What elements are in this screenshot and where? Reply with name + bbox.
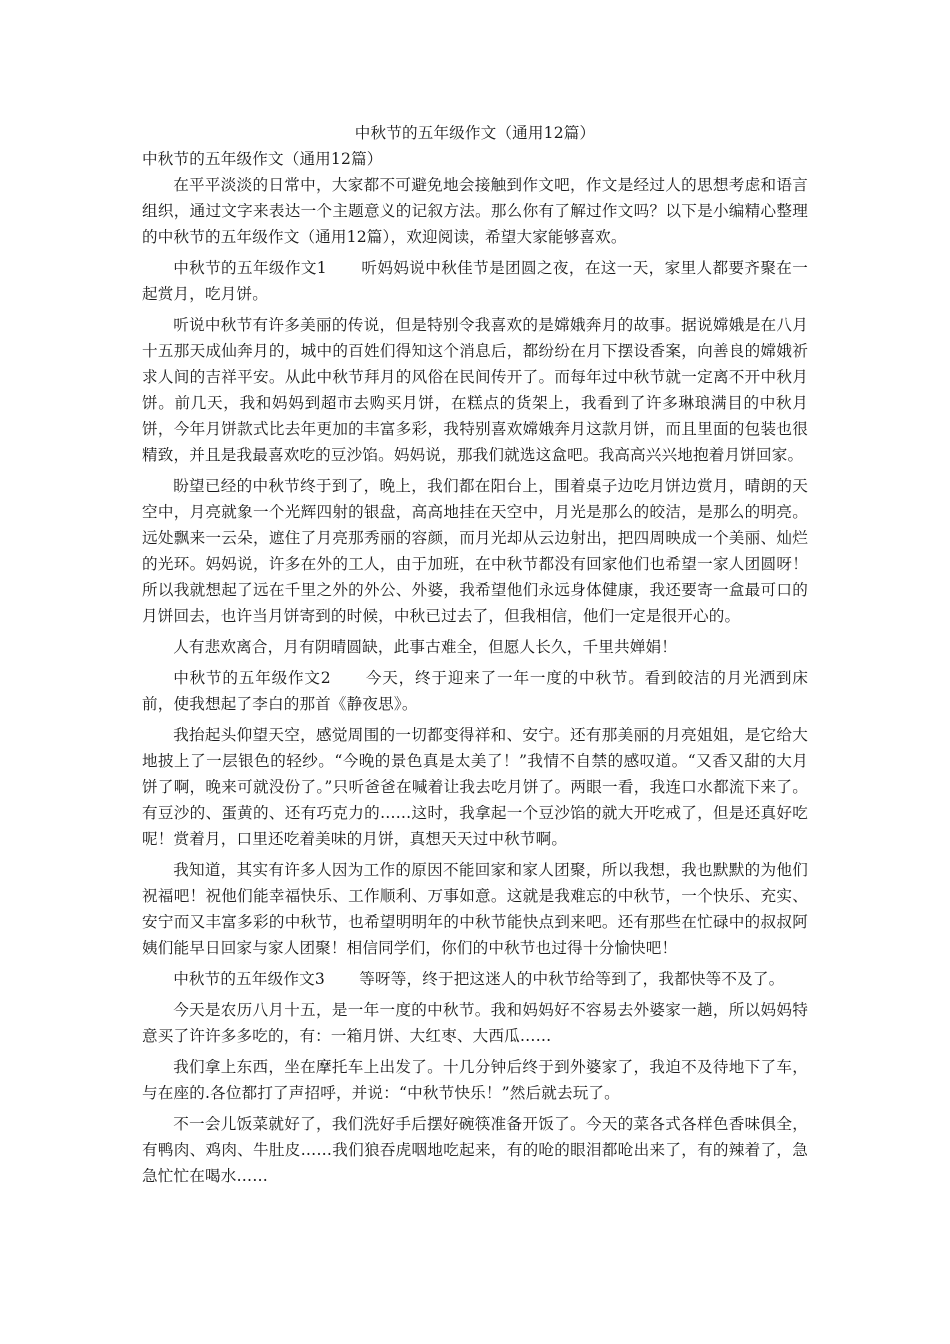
paragraph (142, 857, 808, 961)
document-page (142, 118, 808, 1194)
section-heading: 中秋节的五年级作文2 (173, 669, 331, 687)
article-body (142, 172, 808, 1189)
paragraph-text: 等呀等，终于把这迷人的中秋节给等到了，我都快等不及了。 (359, 970, 785, 988)
paragraph-text: 我们拿上东西，坐在摩托车上出发了。十几分钟后终于到外婆家了，我迫不及待地下了车，与在座的.各位都打了声招呼，并说：“中秋节快乐！”然后就去玩了。 (142, 1058, 808, 1102)
paragraph-text: 我知道，其实有许多人因为工作的原因不能回家和家人团聚，所以我想，我也默默的为他们祝福吧！祝他们能幸福快乐、工作顺利、万事如意。这就是我难忘的中秋节，一个快乐、充实、安宁而又丰富多彩的中秋节，也希望明明年的中秋节能快点到来吧。还有那些在忙碌中的叔叔阿姨们能早日回家与家人团聚！相信同学们，你们的中秋节也过得十分愉快吧！ (142, 861, 808, 957)
paragraph-text: 今天是农历八月十五，是一年一度的中秋节。我和妈妈好不容易去外婆家一趟，所以妈妈特意买了许许多多吃的，有：一箱月饼、大红枣、大西瓜…… (142, 1001, 808, 1045)
paragraph-text: 今天，终于迎来了一年一度的中秋节。看到皎洁的月光洒到床前，使我想起了李白的那首《静夜思》。 (142, 669, 808, 713)
paragraph (142, 1054, 808, 1106)
paragraph (142, 966, 808, 992)
paragraph (142, 312, 808, 468)
section-heading: 中秋节的五年级作文1 (173, 259, 327, 277)
paragraph (142, 665, 808, 717)
paragraph-text: 听说中秋节有许多美丽的传说，但是特别令我喜欢的是嫦娥奔月的故事。据说嫦娥是在八月十五那天成仙奔月的，城中的百姓们得知这个消息后，都纷纷在月下摆设香案，向善良的嫦娥祈求人间的吉祥平安。从此中秋节拜月的风俗在民间传开了。而每年过中秋节就一定离不开中秋月饼。前几天，我和妈妈到超市去购买月饼，在糕点的货架上，我看到了许多琳琅满目的中秋月饼，今年月饼款式比去年更加的丰富多彩，我特别喜欢嫦娥奔月这款月饼，而且里面的包装也很精致，并且是我最喜欢吃的豆沙馅。妈妈说，那我们就选这盒吧。我高高兴兴地抱着月饼回家。 (142, 316, 808, 464)
paragraph (142, 722, 808, 852)
paragraph (142, 634, 808, 660)
paragraph-text: 不一会儿饭菜就好了，我们洗好手后摆好碗筷准备开饭了。今天的菜各式各样色香味俱全，有鸭肉、鸡肉、牛肚皮……我们狼吞虎咽地吃起来，有的呛的眼泪都呛出来了，有的辣着了，急急忙忙在喝水…… (142, 1115, 808, 1185)
paragraph-text: 听妈妈说中秋佳节是团圆之夜，在这一天，家里人都要齐聚在一起赏月，吃月饼。 (142, 259, 809, 303)
document-subtitle: 中秋节的五年级作文（通用12篇） (142, 150, 383, 168)
paragraph (142, 172, 808, 250)
document-title: 中秋节的五年级作文（通用12篇） (354, 124, 596, 142)
paragraph-text: 我抬起头仰望天空，感觉周围的一切都变得祥和、安宁。还有那美丽的月亮姐姐，是它给大地披上了一层银色的轻纱。“今晚的景色真是太美了！”我情不自禁的感叹道。“又香又甜的大月饼了啊，晚来可就没份了。”只听爸爸在喊着让我去吃月饼了。两眼一看，我连口水都流下来了。有豆沙的、蛋黄的、还有巧克力的……这时，我拿起一个豆沙馅的就大开吃戒了，但是还真好吃呢！赏着月，口里还吃着美味的月饼，真想天天过中秋节啊。 (142, 726, 808, 848)
paragraph (142, 997, 808, 1049)
paragraph-text: 人有悲欢离合，月有阴晴圆缺，此事古难全，但愿人长久，千里共婵娟！ (173, 638, 677, 656)
paragraph (142, 1111, 808, 1189)
paragraph (142, 255, 808, 307)
paragraph (142, 473, 808, 629)
section-heading: 中秋节的五年级作文3 (173, 970, 325, 988)
paragraph-text: 在平平淡淡的日常中，大家都不可避免地会接触到作文吧，作文是经过人的思想考虑和语言组织，通过文字来表达一个主题意义的记叙方法。那么你有了解过作文吗？以下是小编精心整理的中秋节的五年级作文（通用12篇），欢迎阅读，希望大家能够喜欢。 (142, 176, 808, 246)
paragraph-text: 盼望已经的中秋节终于到了，晚上，我们都在阳台上，围着桌子边吃月饼边赏月，晴朗的天空中，月亮就象一个光辉四射的银盘，高高地挂在天空中，月光是那么的皎洁，是那么的明亮。远处飘来一云朵，遮住了月亮那秀丽的容颜，而月光却从云边射出，把四周映成一个美丽、灿烂的光环。妈妈说，许多在外的工人，由于加班，在中秋节都没有回家他们也希望一家人团圆呀！所以我就想起了远在千里之外的外公、外婆，我希望他们永远身体健康，我还要寄一盒最可口的月饼回去，也许当月饼寄到的时候，中秋已过去了，但我相信，他们一定是很开心的。 (142, 477, 808, 625)
